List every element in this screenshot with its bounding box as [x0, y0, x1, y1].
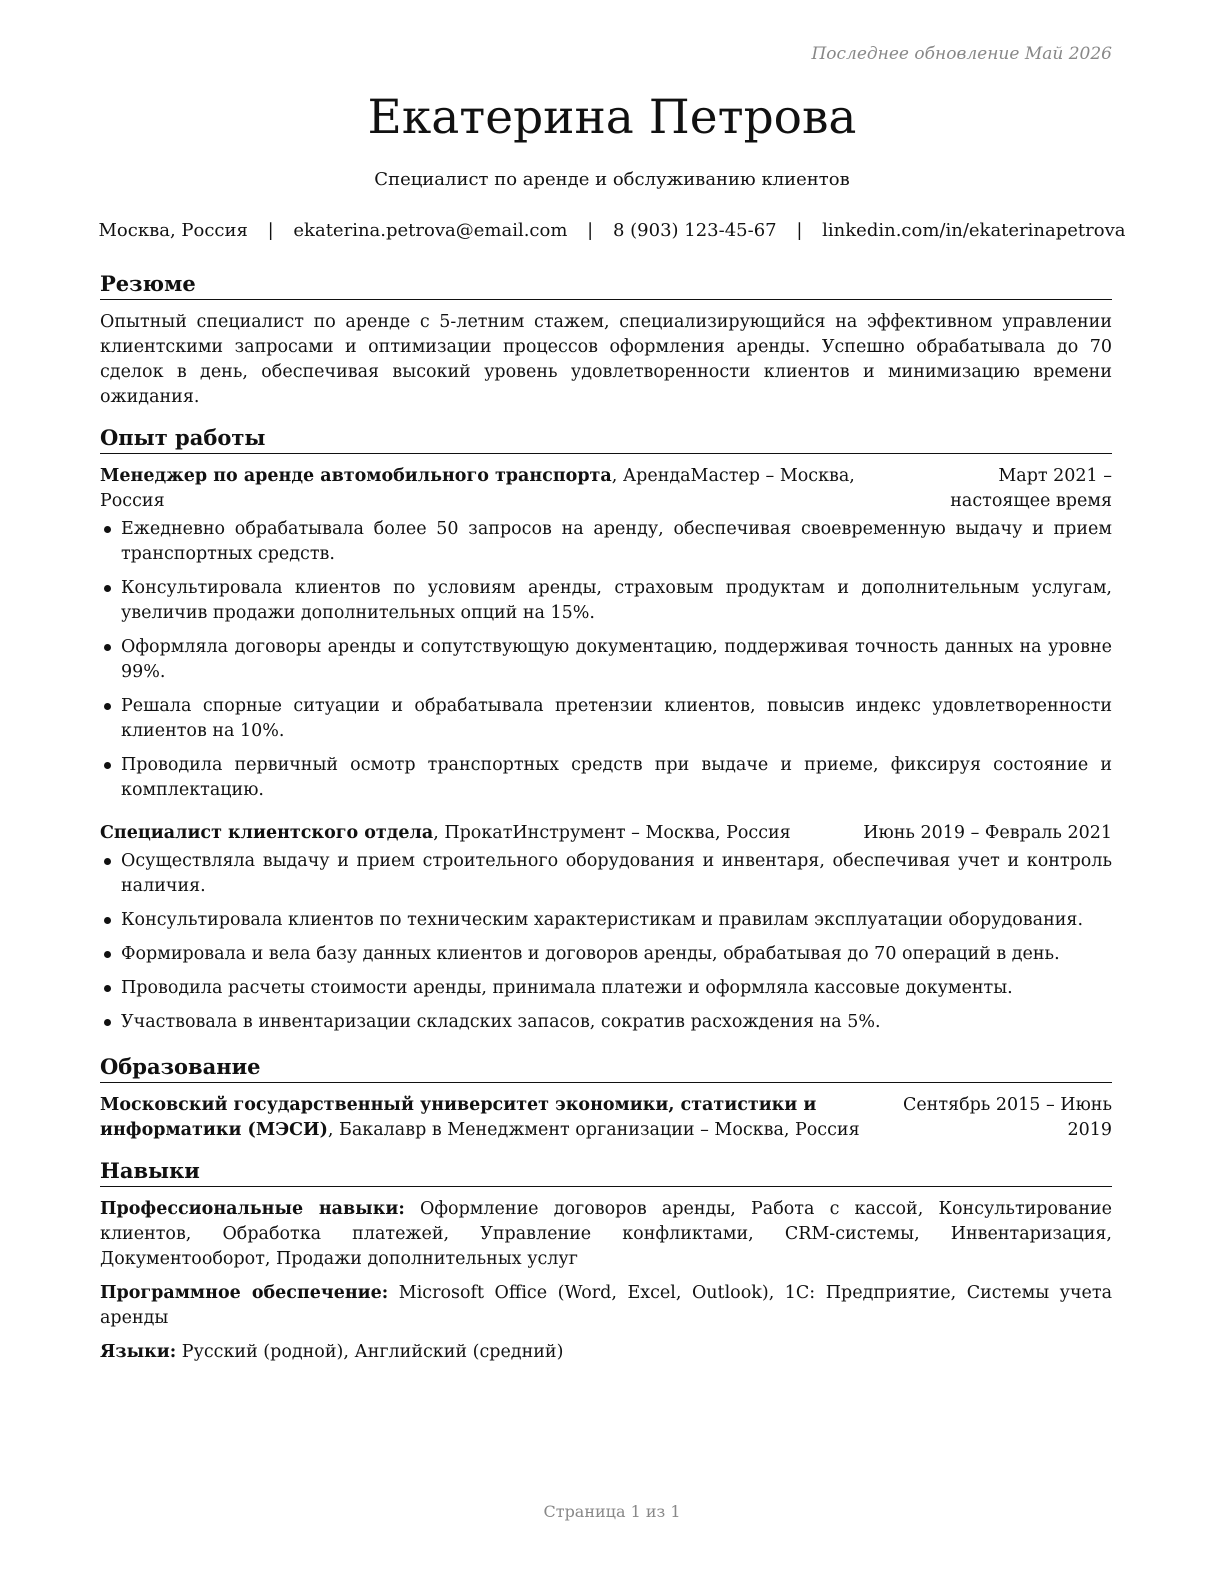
- bullet-item: Решала спорные ситуации и обрабатывала претензии клиентов, повысив индекс удовлетворенности клиентов на 10%.: [100, 694, 1112, 744]
- job-header: [100, 821, 1112, 846]
- skills-software: [100, 1281, 1112, 1331]
- job-position: Менеджер по аренде автомобильного транспорта: [100, 466, 612, 486]
- job-entry: [100, 821, 1112, 1035]
- contact-location: Москва, Россия: [98, 220, 248, 241]
- page-number: Страница 1 из 1: [543, 1502, 681, 1521]
- skills-professional: [100, 1197, 1112, 1272]
- job-bullets: [100, 849, 1112, 1035]
- summary-section: [100, 270, 1112, 410]
- bullet-item: Осуществляла выдачу и прием строительного оборудования и инвентаря, обеспечивая учет и контроль наличия.: [100, 849, 1112, 899]
- candidate-name: Екатерина Петрова: [367, 90, 857, 145]
- experience-heading: Опыт работы: [100, 424, 1112, 454]
- job-bullets: [100, 517, 1112, 803]
- contact-linkedin[interactable]: linkedin.com/in/ekaterinapetrova: [822, 220, 1126, 241]
- education-dates: Сентябрь 2015 – Июнь 2019: [902, 1095, 1112, 1140]
- skills-languages-label: Языки:: [100, 1342, 177, 1362]
- job-company: , ПрокатИнструмент – Москва, Россия: [433, 823, 791, 843]
- education-entry: [100, 1093, 1112, 1143]
- resume-content: [100, 270, 1112, 1374]
- job-position: Специалист клиентского отдела: [100, 823, 434, 843]
- skills-heading: Навыки: [100, 1157, 1112, 1187]
- contact-line: [0, 219, 1224, 243]
- summary-text: Опытный специалист по аренде с 5-летним стажем, специализирующийся на эффективном управлении клиентскими запросами и оптимизации процессов оформления аренды. Успешно обрабатывала до 70 сделок в день, обеспечивая высокий уровень удовлетворенности клиентов и минимизацию времени ожидания.: [100, 312, 1112, 407]
- contact-separator: |: [587, 220, 594, 241]
- bullet-item: Ежедневно обрабатывала более 50 запросов на аренду, обеспечивая своевременную выдачу и прием транспортных средств.: [100, 517, 1112, 567]
- contact-separator: |: [796, 220, 803, 241]
- job-dates: Июнь 2019 – Февраль 2021: [863, 823, 1112, 843]
- summary-heading: Резюме: [100, 270, 1112, 300]
- last-updated-note: Последнее обновление Май 2026: [811, 44, 1112, 64]
- bullet-item: Консультировала клиентов по техническим характеристикам и правилам эксплуатации оборудования.: [100, 908, 1112, 933]
- skills-software-label: Программное обеспечение:: [100, 1283, 389, 1303]
- contact-email[interactable]: ekaterina.petrova@email.com: [293, 220, 568, 241]
- contact-phone: 8 (903) 123-45-67: [612, 220, 777, 241]
- skills-professional-label: Профессиональные навыки:: [100, 1199, 405, 1219]
- skills-languages: [100, 1340, 1112, 1365]
- candidate-headline: Специалист по аренде и обслуживанию клиентов: [374, 169, 850, 190]
- education-institution: Московский государственный университет экономики, статистики и информатики (МЭСИ): [100, 1095, 817, 1140]
- skills-professional-value: Оформление договоров аренды, Работа с кассой, Консультирование клиентов, Обработка платежей, Управление конфликтами, CRM-системы, Инвентаризация, Документооборот, Продажи дополнительных услуг: [100, 1199, 1112, 1269]
- bullet-item: Формировала и вела базу данных клиентов и договоров аренды, обрабатывая до 70 операций в день.: [100, 942, 1112, 967]
- education-details: , Бакалавр в Менеджмент организации – Москва, Россия: [327, 1120, 860, 1140]
- experience-section: [100, 424, 1112, 1035]
- bullet-item: Проводила первичный осмотр транспортных средств при выдаче и приеме, фиксируя состояние и комплектацию.: [100, 753, 1112, 803]
- skills-languages-value: Русский (родной), Английский (средний): [176, 1342, 564, 1362]
- job-dates: Март 2021 – настоящее время: [950, 466, 1112, 511]
- contact-separator: |: [267, 220, 274, 241]
- bullet-item: Консультировала клиентов по условиям аренды, страховым продуктам и дополнительным услугам, увеличив продажи дополнительных опций на 15%.: [100, 576, 1112, 626]
- job-company: , АрендаМастер – Москва, Россия: [100, 466, 855, 511]
- job-header: [100, 464, 1112, 514]
- job-entry: [100, 464, 1112, 803]
- education-section: [100, 1053, 1112, 1143]
- skills-software-value: Microsoft Office (Word, Excel, Outlook), 1С: Предприятие, Системы учета аренды: [100, 1283, 1113, 1328]
- bullet-item: Участвовала в инвентаризации складских запасов, сократив расхождения на 5%.: [100, 1010, 1112, 1035]
- bullet-item: Оформляла договоры аренды и сопутствующую документацию, поддерживая точность данных на уровне 99%.: [100, 635, 1112, 685]
- education-heading: Образование: [100, 1053, 1112, 1083]
- bullet-item: Проводила расчеты стоимости аренды, принимала платежи и оформляла кассовые документы.: [100, 976, 1112, 1001]
- skills-section: [100, 1157, 1112, 1365]
